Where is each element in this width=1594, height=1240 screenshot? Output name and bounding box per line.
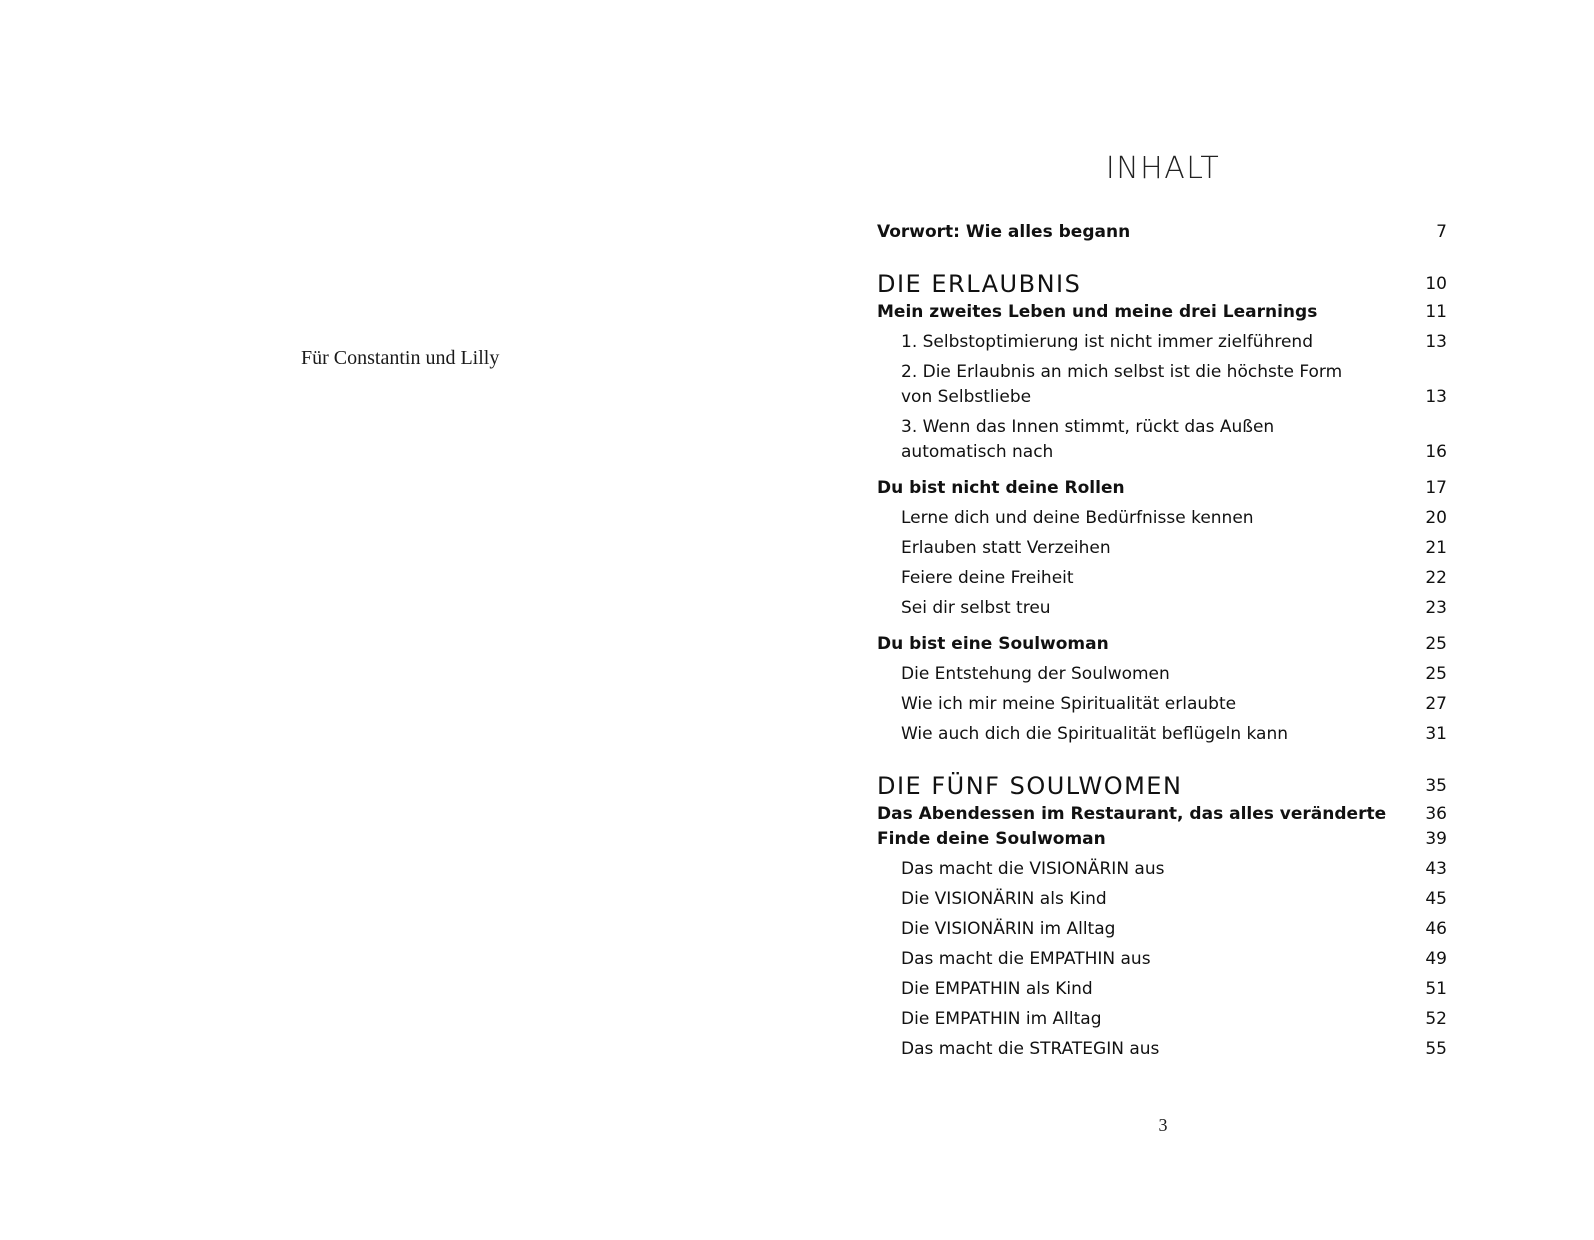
toc-entry-page: 55 [1425, 1039, 1447, 1059]
toc-section-title: DIE ERLAUBNIS [877, 270, 1082, 298]
toc-section-die-fuenf-soulwomen[interactable] [877, 771, 1447, 801]
right-page [797, 0, 1594, 1240]
toc-section-title: DIE FÜNF SOULWOMEN [877, 772, 1183, 800]
toc-entry-title: Sei dir selbst treu [901, 598, 1051, 618]
toc-entry-page: 17 [1425, 478, 1447, 498]
toc-entry-sub[interactable] [877, 692, 1447, 717]
page-number: 3 [1158, 1115, 1168, 1135]
toc-entry-sub[interactable] [877, 887, 1447, 912]
toc-entry-chapter[interactable] [877, 300, 1447, 325]
toc-entry-page: 52 [1425, 1009, 1447, 1029]
toc-entry-chapter[interactable] [877, 476, 1447, 501]
toc-entry-title: Mein zweites Leben und meine drei Learnings [877, 302, 1318, 322]
toc-entry-page: 25 [1425, 634, 1447, 654]
toc-entry-title: Die EMPATHIN als Kind [901, 979, 1093, 999]
toc-entry-title: Die VISIONÄRIN als Kind [901, 889, 1107, 909]
toc-section-die-erlaubnis[interactable] [877, 269, 1447, 299]
toc-entry-page: 27 [1425, 694, 1447, 714]
toc-entry-title: Das macht die EMPATHIN aus [901, 949, 1151, 969]
toc-entry-sub[interactable] [877, 1037, 1447, 1062]
toc-entry-page: 31 [1425, 724, 1447, 744]
toc-entry-page: 10 [1425, 274, 1447, 294]
toc-entry-page: 22 [1425, 568, 1447, 588]
toc-entry-title: Das macht die STRATEGIN aus [901, 1039, 1160, 1059]
toc-entry-page: 51 [1425, 979, 1447, 999]
toc-entry-sub[interactable] [877, 596, 1447, 621]
toc-entry-title: Feiere deine Freiheit [901, 568, 1074, 588]
toc-entry-sub[interactable] [877, 947, 1447, 972]
toc-entry-chapter[interactable] [877, 827, 1447, 852]
dedication: Für Constantin und Lilly [301, 347, 500, 369]
toc-entry-sub[interactable] [877, 1007, 1447, 1032]
table-of-contents [877, 220, 1447, 1062]
toc-entry-sub[interactable] [877, 977, 1447, 1002]
toc-entry-title: 3. Wenn das Innen stimmt, rückt das Außen automatisch nach [901, 417, 1275, 462]
toc-entry-sub[interactable] [877, 330, 1447, 355]
toc-entry-sub[interactable] [877, 566, 1447, 591]
toc-entry-title: Wie auch dich die Spiritualität beflügeln kann [901, 724, 1289, 744]
toc-entry-title: Wie ich mir meine Spiritualität erlaubte [901, 694, 1237, 714]
toc-entry-title: 2. Die Erlaubnis an mich selbst ist die höchste Form von Selbstliebe [901, 362, 1343, 407]
toc-entry-title: Du bist nicht deine Rollen [877, 478, 1125, 498]
toc-entry-page: 36 [1425, 804, 1447, 824]
toc-entry-sub[interactable] [877, 360, 1447, 410]
toc-entry-chapter[interactable] [877, 632, 1447, 657]
toc-entry-page: 49 [1425, 949, 1447, 969]
toc-entry-sub[interactable] [877, 536, 1447, 561]
toc-entry-title: 1. Selbstoptimierung ist nicht immer zielführend [901, 332, 1314, 352]
toc-entry-chapter[interactable] [877, 802, 1447, 827]
toc-entry-page: 21 [1425, 538, 1447, 558]
toc-entry-page: 16 [1425, 442, 1447, 462]
toc-entry-page: 35 [1425, 776, 1447, 796]
toc-entry-sub[interactable] [877, 722, 1447, 747]
toc-entry-title: Die VISIONÄRIN im Alltag [901, 919, 1116, 939]
toc-entry-title: Die Entstehung der Soulwomen [901, 664, 1170, 684]
toc-entry-page: 45 [1425, 889, 1447, 909]
toc-entry-sub[interactable] [877, 857, 1447, 882]
toc-entry-title: Vorwort: Wie alles begann [877, 222, 1131, 242]
toc-entry-title: Du bist eine Soulwoman [877, 634, 1109, 654]
toc-entry-page: 25 [1425, 664, 1447, 684]
toc-entry-page: 43 [1425, 859, 1447, 879]
toc-entry-title: Finde deine Soulwoman [877, 829, 1106, 849]
toc-entry-title: Lerne dich und deine Bedürfnisse kennen [901, 508, 1254, 528]
toc-entry-page: 23 [1425, 598, 1447, 618]
toc-entry-page: 11 [1425, 302, 1447, 322]
toc-entry-sub[interactable] [877, 662, 1447, 687]
toc-entry-page: 39 [1425, 829, 1447, 849]
toc-entry-page: 13 [1425, 332, 1447, 352]
toc-entry-sub[interactable] [877, 917, 1447, 942]
toc-entry-page: 20 [1425, 508, 1447, 528]
toc-entry-sub[interactable] [877, 415, 1447, 465]
toc-entry-sub[interactable] [877, 506, 1447, 531]
toc-title: INHALT [1105, 151, 1221, 186]
toc-entry-title: Die EMPATHIN im Alltag [901, 1009, 1102, 1029]
toc-entry-title: Erlauben statt Verzeihen [901, 538, 1111, 558]
toc-entry-page: 46 [1425, 919, 1447, 939]
toc-entry-vorwort[interactable] [877, 220, 1447, 245]
toc-entry-page: 13 [1425, 387, 1447, 407]
toc-entry-page: 7 [1436, 222, 1447, 242]
toc-entry-title: Das Abendessen im Restaurant, das alles veränderte [877, 804, 1387, 824]
toc-entry-title: Das macht die VISIONÄRIN aus [901, 859, 1165, 879]
